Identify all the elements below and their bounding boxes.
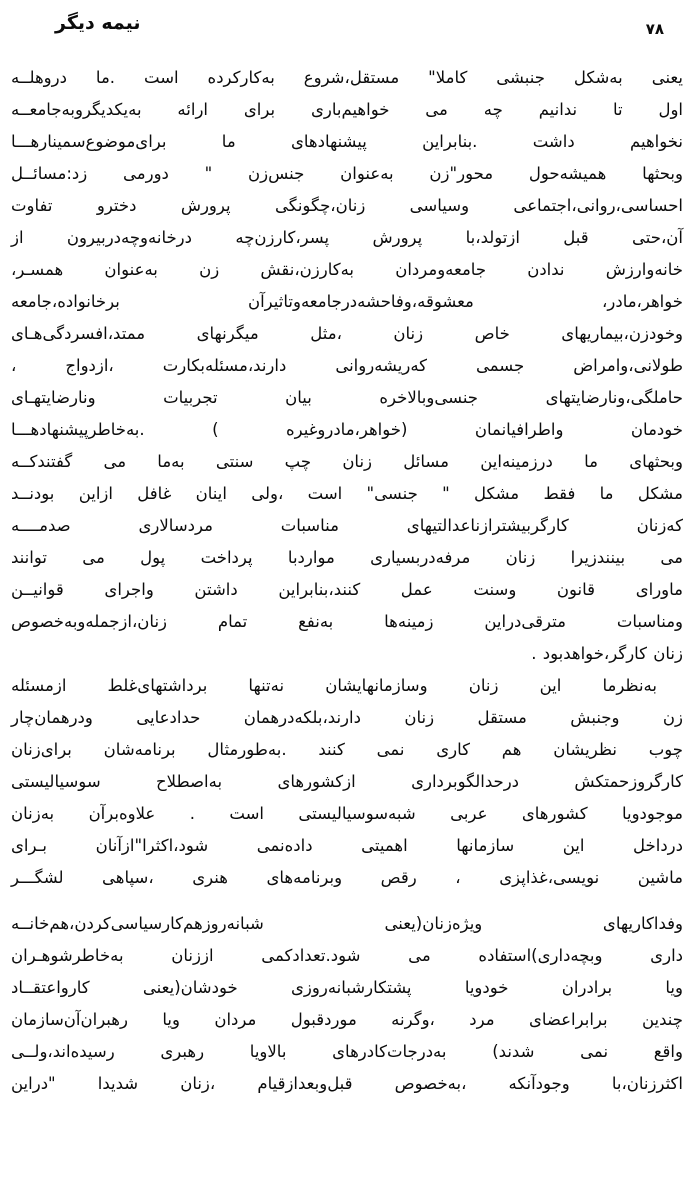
- text-line: زنان کارگر،خواهدبود .: [531, 644, 683, 663]
- text-line: درداخل این سازمانها اهمیتی داده‌نمی شود،اکثرا"ازآنان بـرای: [11, 836, 683, 855]
- text-line: وبحثهای ما درزمینه‌این مسائل زنان چپ سنتی به‌ما می گفتندکــه: [11, 452, 683, 471]
- text-line: زن وجنبش مستقل زنان دارند،بلکه‌درهمان حدادعایی ودرهمان‌چار: [11, 708, 683, 727]
- text-line: کارگروزحمتکش درحدالگوبرداری ازکشورهای به‌اصطلاح سوسیالیستی: [11, 772, 683, 791]
- text-line: به‌نظرما این زنان وسازمانهایشان نه‌تنها برداشتهای‌غلط ازمسئله: [11, 676, 657, 695]
- paragraph: [11, 908, 683, 1100]
- text-line: نخواهیم داشت .بنابراین پیشنهادهای ما برای‌موضوع‌سمینارهـــا: [11, 132, 683, 151]
- text-line: موجودویا کشورهای عربی شبه‌سوسیالیستی است . علاوه‌برآن به‌زنان: [11, 804, 683, 823]
- text-line: ویا برادران خودویا پشتکارشبانه‌روزی خودشان(یعنی کارواعتقــاد: [11, 978, 683, 997]
- journal-title: نیمه دیگر: [55, 12, 141, 34]
- text-line: آن،حتی قبل ازتولد،با پرورش پسر،کارزن‌چه درخانه‌وچه‌دربیرون از: [11, 228, 683, 247]
- text-line: اول تا ندانیم چه می خواهیم‌باری برای ارائه به‌یکدیگروبه‌جامعــه: [11, 100, 683, 119]
- text-line: یعنی به‌شکل جنبشی کاملا" مستقل،شروع به‌کارکرده است .ما دروهلــه: [11, 68, 683, 87]
- paragraph: [11, 62, 683, 670]
- page-number: ۷۸: [645, 20, 664, 38]
- running-head: [0, 0, 694, 56]
- text-line: واقع نمی شدند) به‌درجات‌کادرهای بالاویا رهبری رسیده‌اند،ولــی: [11, 1042, 683, 1061]
- text-line: ومناسبات مترقی‌دراین زمینه‌ها به‌نفع تمام زنان،ازجمله‌وبه‌خصوص: [11, 612, 683, 631]
- text-line: مشکل ما فقط مشکل " جنسی" است ،ولی اینان غافل ازاین بودنــد: [11, 484, 683, 503]
- text-line: وفداکاریهای ویژه‌زنان(یعنی شبانه‌روزهم‌کارسیاسی‌کردن،هم‌خانــه: [11, 914, 683, 933]
- paragraph: [11, 670, 683, 894]
- text-line: احساسی،روانی،اجتماعی وسیاسی زنان،چگونگی پرورش دخترو تفاوت: [11, 196, 683, 215]
- text-line: وبحثها همیشه‌حول محور"زن به‌عنوان جنس‌زن " دورمی زد:مسائــل: [11, 164, 683, 183]
- text-line: خودمان واطرافیانمان (خواهر،مادروغیره ) .به‌خاطرپیشنهادهـــا: [11, 420, 683, 439]
- text-line: ماورای قانون وسنت عمل کنند،بنابراین داشتن واجرای قوانیــن: [11, 580, 683, 599]
- text-line: که‌زنان کارگربیشترازناعدالتیهای مناسبات مردسالاری صدمــــه: [11, 516, 683, 535]
- text-line: وخودزن،بیماریهای خاص زنان ،مثل میگرنهای ممتد،افسردگی‌هـای: [11, 324, 683, 343]
- text-line: حاملگی،ونارضایتهای جنسی‌وبالاخره بیان تجربیات ونارضایتهـای: [11, 388, 683, 407]
- text-line: داری وبچه‌داری)استفاده می شود.تعدادکمی اززنان به‌خاطرشوهـران: [11, 946, 683, 965]
- text-line: طولانی،وامراض جسمی که‌ریشه‌روانی دارند،مسئله‌بکارت ،ازدواج ،: [11, 356, 683, 375]
- text-line: اکثرزنان،با وجودآنکه ،به‌خصوص قبل‌وبعدازقیام ،زنان شدیدا "دراین: [11, 1074, 683, 1093]
- text-line: می بینندزیرا زنان مرفه‌دربسیاری مواردبا پرداخت پول می توانند: [11, 548, 683, 567]
- text-line: خانه‌وارزش ندادن جامعه‌ومردان به‌کارزن،نقش زن به‌عنوان همسـر،: [11, 260, 683, 279]
- text-line: چوب نظریشان هم کاری نمی کنند .به‌طورمثال برنامه‌شان برای‌زنان: [11, 740, 683, 759]
- text-line: چندین برابراعضای مرد ،وگرنه موردقبول مردان ویا رهبران‌آن‌سازمان: [11, 1010, 683, 1029]
- text-body: [11, 62, 683, 1100]
- text-line: خواهر،مادر، معشوقه،وفاحشه‌درجامعه‌وتاثیرآن برخانواده،جامعه: [11, 292, 683, 311]
- text-line: ماشین نویسی،غذاپزی ، رقص وبرنامه‌های هنری ،سپاهی لشگـــر: [11, 868, 683, 887]
